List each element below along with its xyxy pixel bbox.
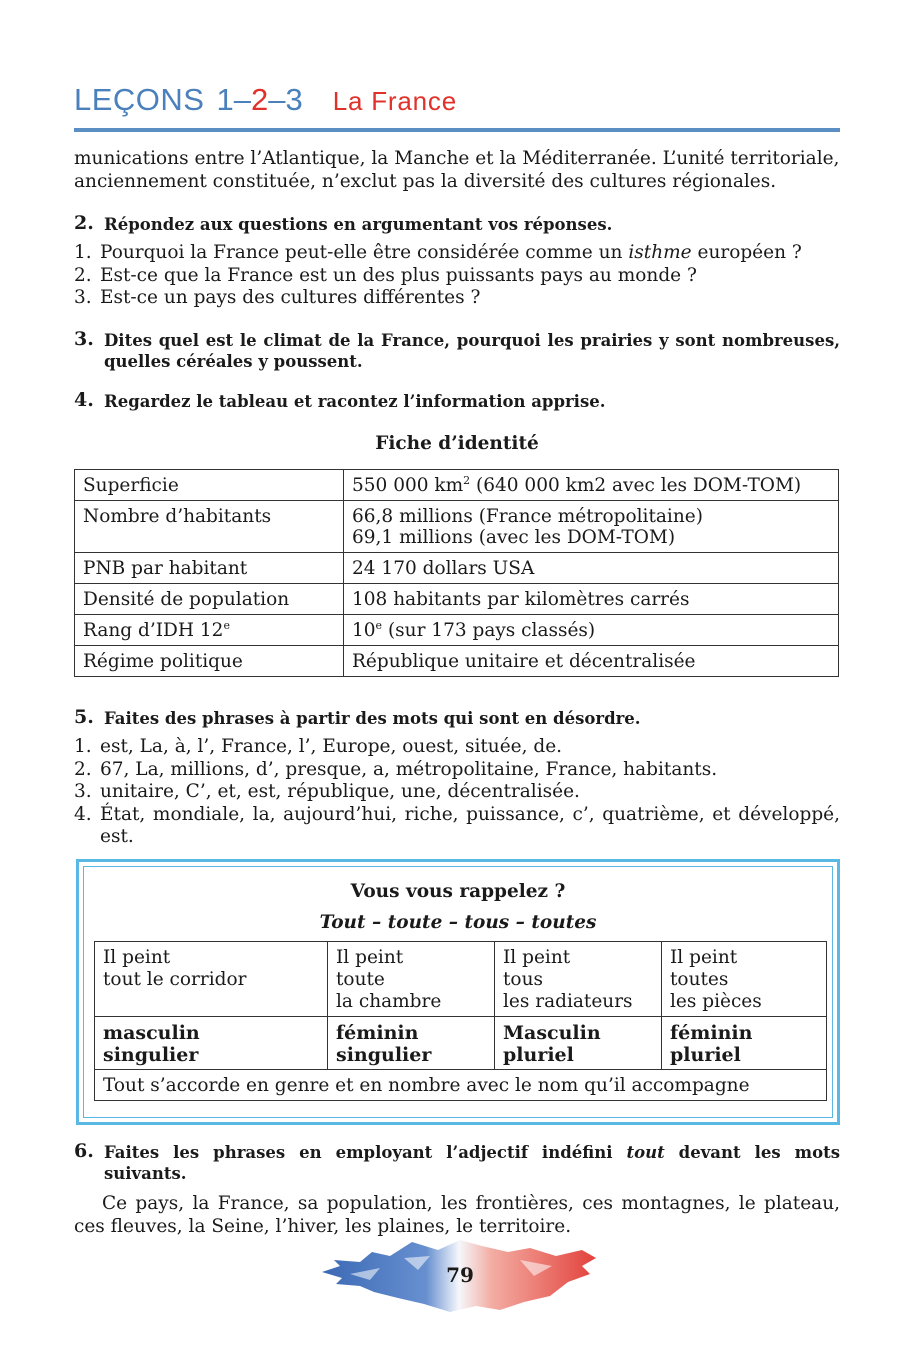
table-cell-value: 66,8 millions (France métropolitaine) 69,1 millions (avec les DOM-TOM) xyxy=(344,501,839,553)
table-cell-value: 10e (sur 173 pays classés) xyxy=(344,615,839,646)
page-footer xyxy=(320,1236,600,1316)
list-item: 4. État, mondiale, la, aujourd’hui, riche, puissance, c’, quatrième, et développé, est. xyxy=(74,803,840,847)
exercise-4-text: Regardez le tableau et racontez l’information apprise. xyxy=(104,392,606,411)
lesson-number-2: 2 xyxy=(250,82,269,117)
tout-agreement-table xyxy=(94,941,827,1101)
list-item: 2. Est-ce que la France est un des plus puissants pays au monde ? xyxy=(74,264,697,286)
exercise-6-title: Faites les phrases en employant l’adjectif indéfini tout devant les mots suivants. xyxy=(104,1143,840,1183)
exercise-3-text: Dites quel est le climat de la France, pourquoi les prairies y sont nombreuses, quelles céréales y poussent. xyxy=(104,331,840,371)
identity-card-title: Fiche d’identité xyxy=(375,433,539,454)
table-cell: masculin singulier xyxy=(95,1017,328,1070)
table-cell-value: 108 habitants par kilomètres carrés xyxy=(344,584,839,615)
table-cell: Il peint tous les radiateurs xyxy=(495,942,662,1017)
page-number: 79 xyxy=(446,1263,474,1287)
exercise-3-heading xyxy=(74,330,840,372)
identity-table xyxy=(74,469,839,677)
exercise-6-heading xyxy=(74,1142,840,1184)
table-cell: féminin pluriel xyxy=(662,1017,827,1070)
table-cell-key: Régime politique xyxy=(75,646,344,677)
exercise-2-list xyxy=(74,242,840,310)
page-header xyxy=(74,82,840,132)
tout-term: tout xyxy=(626,1143,665,1162)
table-row xyxy=(75,615,839,646)
exercise-4-number: 4. xyxy=(74,389,94,411)
exercise-6-number: 6. xyxy=(74,1140,94,1162)
table-cell-key: Nombre d’habitants xyxy=(75,501,344,553)
exercise-5-list xyxy=(74,736,840,849)
table-cell-key: Densité de population xyxy=(75,584,344,615)
exercise-2-number: 2. xyxy=(74,212,94,234)
exercise-6-body: Ce pays, la France, sa population, les frontières, ces montagnes, le plateau, ces fleuves, la Seine, l’hiver, les plaines, le territoire. xyxy=(74,1193,840,1237)
exercise-4-heading xyxy=(74,391,840,412)
lesson-numbers xyxy=(216,82,302,117)
table-row xyxy=(95,1070,827,1101)
lesson-number-3: –3 xyxy=(268,82,303,117)
table-cell-value: République unitaire et décentralisée xyxy=(344,646,839,677)
table-row xyxy=(75,470,839,501)
table-cell-value: 550 000 $km^2$ (640 000 km2 avec les DOM-TOM) xyxy=(344,470,839,501)
table-cell: féminin singulier xyxy=(328,1017,495,1070)
lessons-label: LEÇONS xyxy=(74,82,205,117)
table-cell-key: Superficie xyxy=(75,470,344,501)
table-row xyxy=(95,942,827,1017)
table-cell-key: PNB par habitant xyxy=(75,553,344,584)
exercise-3-number: 3. xyxy=(74,328,94,350)
reminder-subtitle: Tout – toute – tous – toutes xyxy=(319,912,597,933)
table-cell: Il peint tout le corridor xyxy=(95,942,328,1017)
exercise-2-title: Répondez aux questions en argumentant vos réponses. xyxy=(104,215,613,234)
lesson-number-1: 1– xyxy=(216,82,251,117)
table-row xyxy=(75,646,839,677)
list-item: 3. Est-ce un pays des cultures différentes ? xyxy=(74,287,481,308)
exercise-5-number: 5. xyxy=(74,706,94,728)
table-cell: Il peint toute la chambre xyxy=(328,942,495,1017)
table-row xyxy=(95,1017,827,1070)
list-item: 1. Pourquoi la France peut-elle être considérée comme un isthme européen ? xyxy=(74,242,802,263)
list-item: 1. est, La, à, l’, France, l’, Europe, ouest, située, de. xyxy=(74,736,563,757)
list-item: 3. unitaire, C’, et, est, république, une, décentralisée. xyxy=(74,781,580,802)
table-row xyxy=(75,584,839,615)
isthme-term: isthme xyxy=(628,242,692,263)
intro-paragraph xyxy=(74,147,840,193)
intro-line-2: anciennement constituée, n’exclut pas la diversité des cultures régionales. xyxy=(74,171,777,192)
table-cell-value: 24 170 dollars USA xyxy=(344,553,839,584)
exercise-2-heading xyxy=(74,214,840,235)
table-cell-key: Rang d’IDH 12e xyxy=(75,615,344,646)
reminder-title: Vous vous rappelez ? xyxy=(350,881,566,902)
list-item: 2. 67, La, millions, d’, presque, a, métropolitaine, France, habitants. xyxy=(74,758,718,780)
agreement-note: Tout s’accorde en genre et en nombre avec le nom qu’il accompagne xyxy=(95,1070,827,1101)
intro-line-1: munications entre l’Atlantique, la Manche et la Méditerranée. L’unité territoriale, xyxy=(74,148,840,169)
exercise-5-heading xyxy=(74,708,840,729)
lesson-topic: La France xyxy=(332,86,457,116)
table-cell: Il peint toutes les pièces xyxy=(662,942,827,1017)
table-row xyxy=(75,553,839,584)
reminder-box-inner xyxy=(83,866,833,1118)
table-row xyxy=(75,501,839,553)
exercise-5-title: Faites des phrases à partir des mots qui sont en désordre. xyxy=(104,709,641,728)
reminder-box xyxy=(76,859,840,1125)
table-cell: Masculin pluriel xyxy=(495,1017,662,1070)
